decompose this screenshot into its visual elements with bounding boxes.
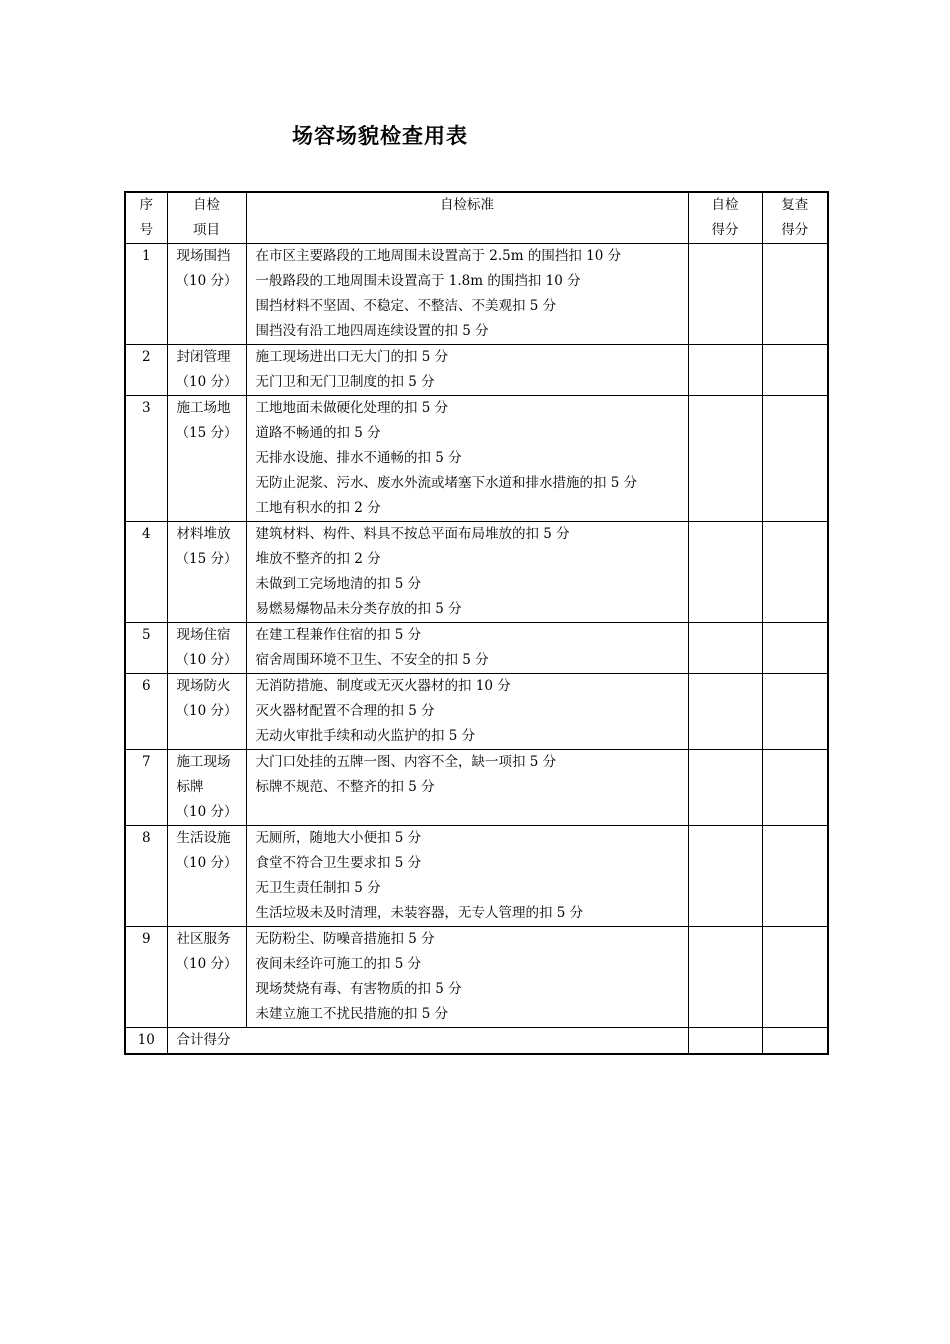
row-item: 社区服务 （10 分） [167, 927, 246, 1028]
header-review-score: 复查 得分 [762, 192, 828, 244]
table-row [125, 396, 828, 522]
row-item: 现场围挡 （10 分） [167, 244, 246, 345]
standard-line: 无卫生责任制扣 5 分 [255, 880, 381, 896]
row-item: 封闭管理 （10 分） [167, 345, 246, 396]
row-standards [246, 623, 688, 674]
table-row [125, 623, 828, 674]
table-row [125, 1028, 828, 1055]
self-score-cell[interactable] [688, 750, 762, 826]
standard-line: 无防止泥浆、污水、废水外流或堵塞下水道和排水措施的扣 5 分 [255, 475, 638, 491]
standard-line: 无排水设施、排水不通畅的扣 5 分 [255, 450, 462, 466]
table-row [125, 674, 828, 750]
header-self-score: 自检 得分 [688, 192, 762, 244]
standard-line: 在市区主要路段的工地周围未设置高于 2.5m 的围挡扣 10 分 [255, 248, 622, 264]
standard-line: 一般路段的工地周围未设置高于 1.8m 的围挡扣 10 分 [255, 273, 581, 289]
row-item: 现场防火 （10 分） [167, 674, 246, 750]
self-score-cell[interactable] [688, 396, 762, 522]
table-row [125, 345, 828, 396]
review-score-cell[interactable] [762, 623, 828, 674]
row-number: 8 [125, 826, 167, 927]
standard-line: 围挡材料不坚固、不稳定、不整洁、不美观扣 5 分 [255, 298, 557, 314]
standard-line: 未建立施工不扰民措施的扣 5 分 [255, 1006, 449, 1022]
standard-line: 无动火审批手续和动火监护的扣 5 分 [255, 728, 476, 744]
row-number: 2 [125, 345, 167, 396]
review-score-cell[interactable] [762, 345, 828, 396]
row-standards [246, 345, 688, 396]
row-standards [246, 396, 688, 522]
standard-line: 大门口处挂的五牌一图、内容不全，缺一项扣 5 分 [255, 754, 557, 770]
row-item: 材料堆放 （15 分） [167, 522, 246, 623]
row-number: 6 [125, 674, 167, 750]
standard-line: 堆放不整齐的扣 2 分 [255, 551, 381, 567]
table-row [125, 522, 828, 623]
review-score-cell[interactable] [762, 396, 828, 522]
row-number: 7 [125, 750, 167, 826]
standard-line: 夜间未经许可施工的扣 5 分 [255, 956, 422, 972]
standard-line: 未做到工完场地清的扣 5 分 [255, 576, 422, 592]
standard-line: 建筑材料、构件、料具不按总平面布局堆放的扣 5 分 [255, 526, 570, 542]
standard-line [247, 800, 688, 825]
header-no: 序 号 [125, 192, 167, 244]
self-score-cell[interactable] [688, 244, 762, 345]
header-item: 自检 项目 [167, 192, 246, 244]
self-score-cell[interactable] [688, 522, 762, 623]
table-row [125, 826, 828, 927]
row-standards [246, 244, 688, 345]
standard-line: 无防粉尘、防噪音措施扣 5 分 [255, 931, 435, 947]
review-score-cell[interactable] [762, 522, 828, 623]
self-score-cell[interactable] [688, 674, 762, 750]
row-number: 1 [125, 244, 167, 345]
row-number: 10 [125, 1028, 167, 1055]
row-standards [246, 750, 688, 826]
standard-line: 现场焚烧有毒、有害物质的扣 5 分 [255, 981, 462, 997]
row-number: 5 [125, 623, 167, 674]
table-row [125, 927, 828, 1028]
standard-line: 工地有积水的扣 2 分 [255, 500, 381, 516]
self-score-cell[interactable] [688, 927, 762, 1028]
row-number: 9 [125, 927, 167, 1028]
row-number: 4 [125, 522, 167, 623]
standard-line: 无消防措施、制度或无灭火器材的扣 10 分 [255, 678, 511, 694]
standard-line: 灭火器材配置不合理的扣 5 分 [255, 703, 435, 719]
self-score-cell[interactable] [688, 826, 762, 927]
row-standards [246, 826, 688, 927]
review-score-cell[interactable] [762, 927, 828, 1028]
review-score-cell[interactable] [762, 1028, 828, 1055]
row-standards [246, 674, 688, 750]
row-standards [246, 927, 688, 1028]
review-score-cell[interactable] [762, 244, 828, 345]
row-number: 3 [125, 396, 167, 522]
inspection-table [124, 191, 829, 1055]
row-standards [246, 522, 688, 623]
row-item: 施工场地 （15 分） [167, 396, 246, 522]
standard-line: 工地地面未做硬化处理的扣 5 分 [255, 400, 449, 416]
row-item: 合计得分 [167, 1028, 688, 1055]
standard-line: 无厕所，随地大小便扣 5 分 [255, 830, 422, 846]
standard-line: 生活垃圾未及时清理，未装容器，无专人管理的扣 5 分 [255, 905, 584, 921]
standard-line: 宿舍周围环境不卫生、不安全的扣 5 分 [255, 652, 489, 668]
review-score-cell[interactable] [762, 750, 828, 826]
table-row [125, 244, 828, 345]
standard-line: 易燃易爆物品未分类存放的扣 5 分 [255, 601, 462, 617]
review-score-cell[interactable] [762, 674, 828, 750]
standard-line: 在建工程兼作住宿的扣 5 分 [255, 627, 422, 643]
row-item: 生活设施 （10 分） [167, 826, 246, 927]
table-row [125, 750, 828, 826]
review-score-cell[interactable] [762, 826, 828, 927]
page-title: 场容场貌检查用表 [292, 124, 468, 148]
standard-line: 施工现场进出口无大门的扣 5 分 [255, 349, 449, 365]
row-item: 现场住宿 （10 分） [167, 623, 246, 674]
standard-line: 食堂不符合卫生要求扣 5 分 [255, 855, 422, 871]
self-score-cell[interactable] [688, 623, 762, 674]
standard-line: 无门卫和无门卫制度的扣 5 分 [255, 374, 435, 390]
row-item: 施工现场 标牌 （10 分） [167, 750, 246, 826]
self-score-cell[interactable] [688, 1028, 762, 1055]
self-score-cell[interactable] [688, 345, 762, 396]
header-standard: 自检标准 [246, 192, 688, 244]
header-row [125, 192, 828, 244]
standard-line: 道路不畅通的扣 5 分 [255, 425, 381, 441]
standard-line: 围挡没有沿工地四周连续设置的扣 5 分 [255, 323, 489, 339]
standard-line: 标牌不规范、不整齐的扣 5 分 [255, 779, 435, 795]
